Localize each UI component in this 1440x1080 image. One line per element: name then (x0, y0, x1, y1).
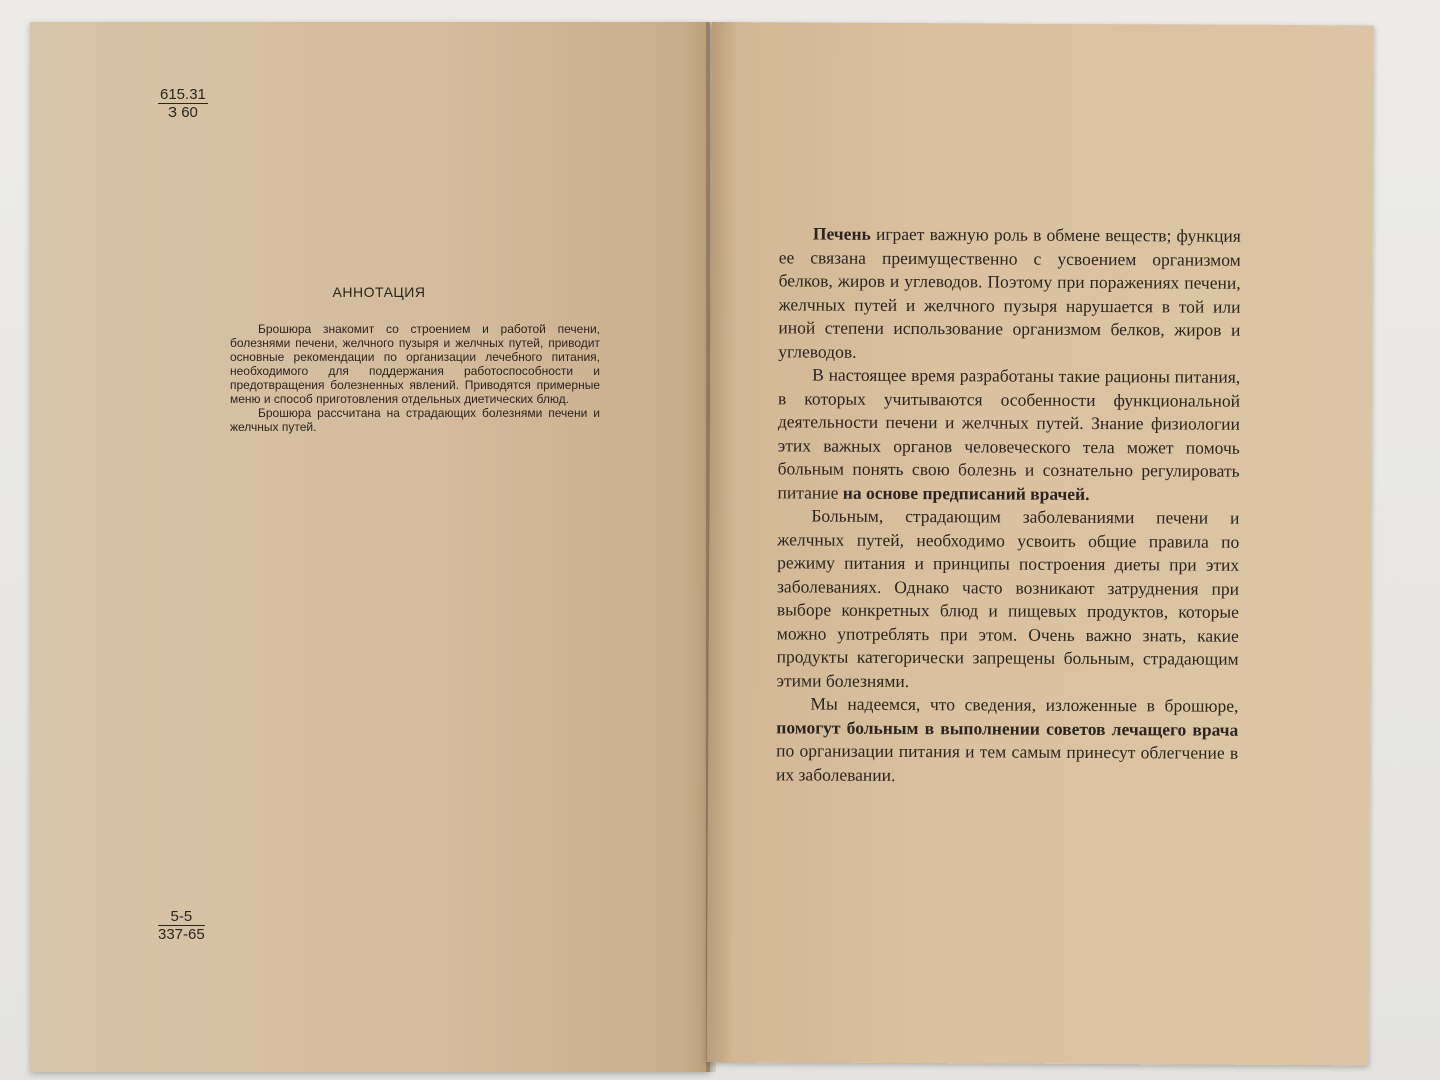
annotation-paragraph-1: Брошюра знакомит со строением и работой печени, болезнями печени, желчного пузыря и желчных путей, приводит основные рекомендации по организации лечебного питания, необходимого для поддержания работоспособности и предотвращения болезненных явлений. Приводятся примерные меню и способ приготовления отдельных диетических блюд. (230, 322, 600, 406)
annotation-paragraph-2: Брошюра рассчитана на страдающих болезнями печени и желчных путей. (230, 406, 600, 434)
paragraph-1 (778, 222, 1241, 365)
paragraph-1-text: играет важную роль в обмене веществ; функция ее связана преимущественно с усвоением организмом белков, жиров и углеводов. Поэтому при поражениях печени, желчных путей и желчного пузыря нарушается в той или иной степени использование организмом белков, жиров и углеводов. (778, 223, 1241, 362)
udc-top-numerator: 615.31 (160, 86, 206, 103)
main-text (776, 222, 1241, 788)
udc-bottom-denominator: 337-65 (158, 926, 205, 943)
paragraph-1-bold-lead: Печень (812, 223, 871, 244)
udc-bottom-numerator: 5-5 (158, 908, 205, 926)
udc-top-denominator: З 60 (167, 104, 198, 121)
paragraph-4-text-start: Мы надеемся, что сведения, изложенные в брошюре, (810, 693, 1239, 716)
udc-index-bottom (158, 908, 205, 943)
paragraph-4-bold-mid: помогут больным в выполнении советов лечащего врача (776, 716, 1239, 740)
annotation-body (230, 322, 600, 434)
right-page (707, 22, 1374, 1065)
annotation-title: АННОТАЦИЯ (332, 284, 426, 300)
paragraph-2-bold-tail: на основе предписаний врачей. (842, 482, 1090, 504)
paragraph-2-text: В настоящее время разработаны такие рационы питания, в которых учитываются особенности функциональной деятельности печени и желчных путей. Знание физиологии этих важных органов человеческого тела может помочь больным понять свою болезнь и сознательно регулировать питание (777, 364, 1241, 503)
left-page (30, 22, 710, 1072)
udc-index-top (158, 86, 208, 121)
paragraph-4 (776, 692, 1238, 788)
paragraph-2 (777, 363, 1240, 506)
paragraph-4-text-end: по организации питания и тем самым принесут облегчение в их заболевании. (776, 740, 1239, 785)
paragraph-3: Больным, страдающим заболеваниями печени и желчных путей, необходимо усвоить общие правила по режиму питания и принципы построения диеты при этих заболеваниях. Однако часто возникают затруднения при выборе конкретных блюд и пищевых продуктов, которые можно употреблять при этом. Очень важно знать, какие продукты категорически запрещены больным, страдающим этими болезнями. (776, 505, 1240, 691)
